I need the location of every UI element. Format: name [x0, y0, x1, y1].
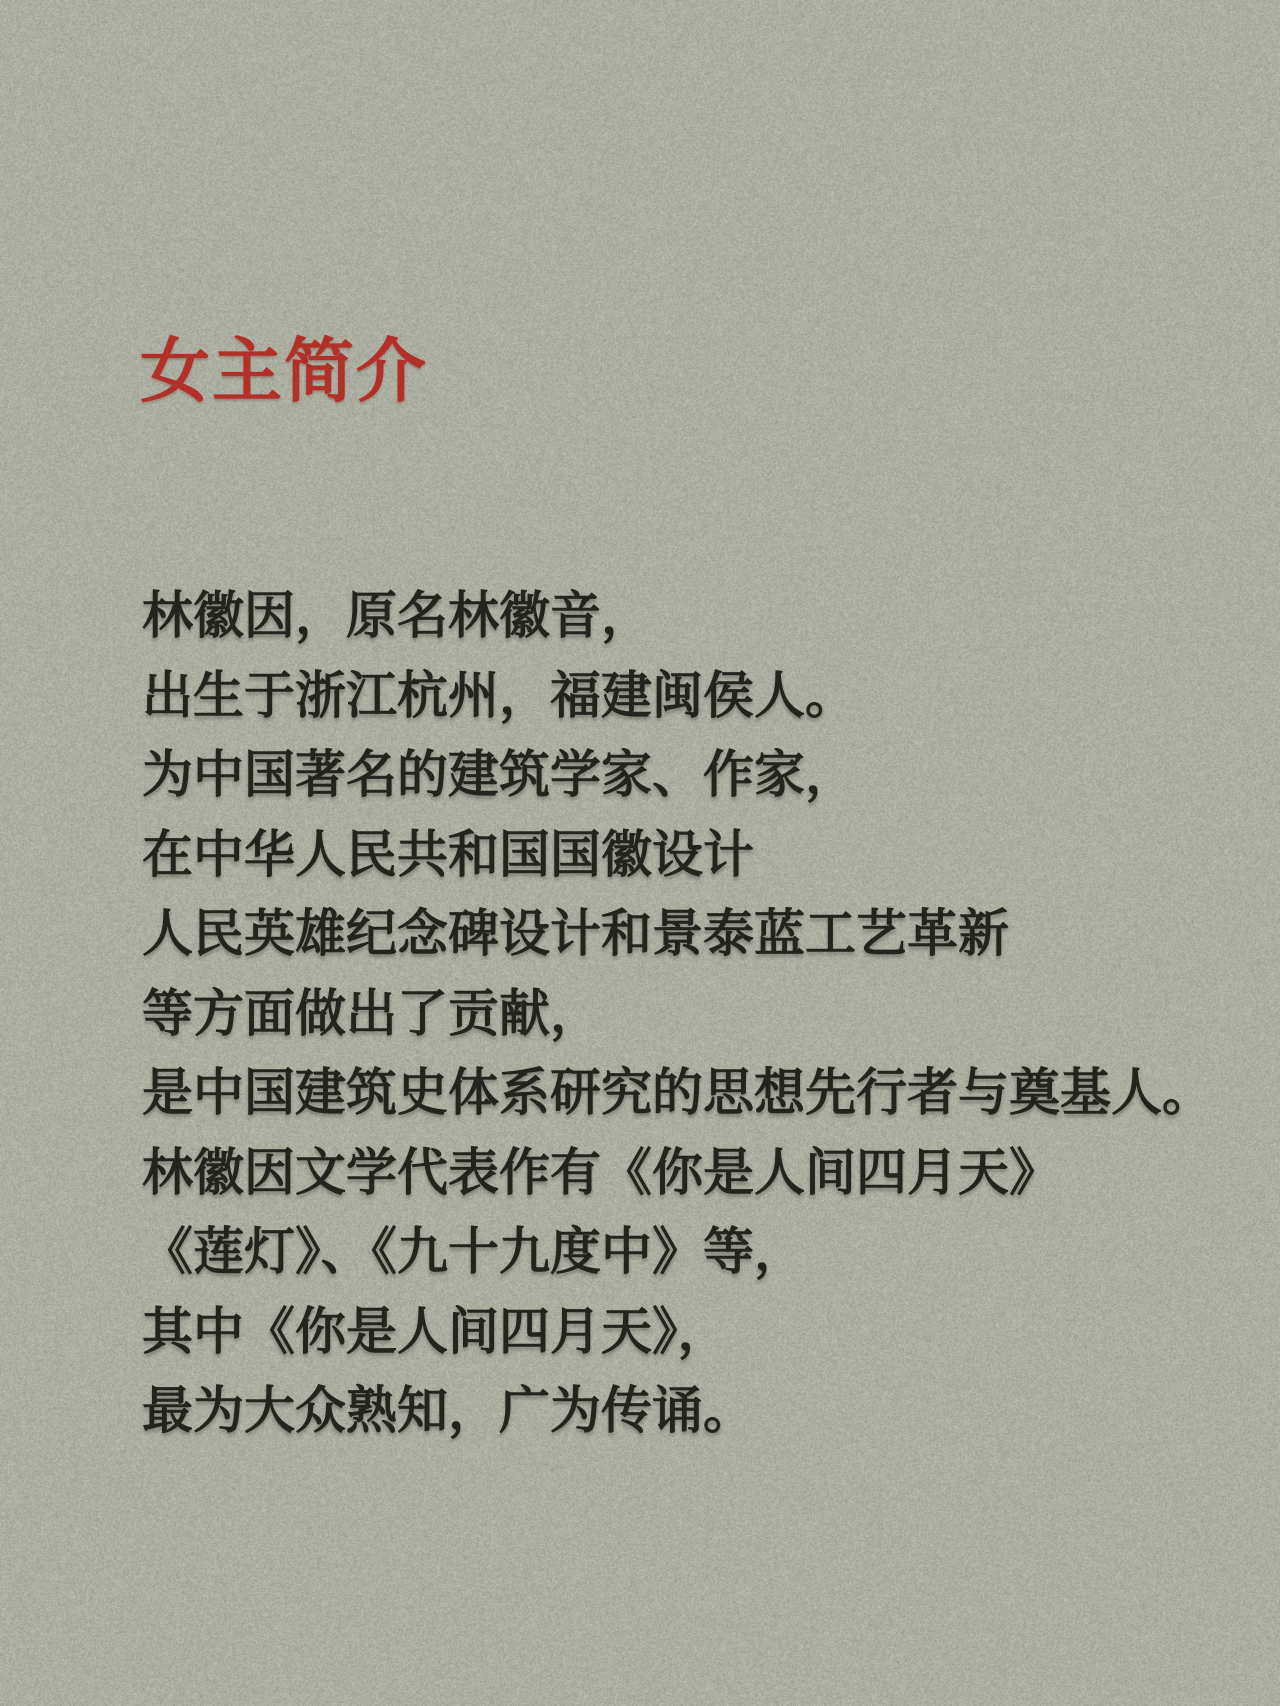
body-line: 林徽因，原名林徽音，: [142, 589, 653, 645]
body-line: 林徽因文学代表作有《你是人间四月天》: [142, 1145, 1061, 1202]
body-line: 人民英雄纪念碑设计和景泰蓝工艺革新: [142, 907, 1010, 963]
body-line: 出生于浙江杭州，福建闽侯人。: [142, 668, 857, 725]
biography-text-block: [142, 578, 1262, 1453]
body-line: 是中国建筑史体系研究的思想先行者与奠基人。: [142, 1066, 1214, 1122]
body-line: 为中国著名的建筑学家、作家，: [142, 748, 857, 804]
body-line: 在中华人民共和国国徽设计: [142, 827, 755, 884]
body-line: 等方面做出了贡献，: [142, 986, 602, 1043]
page-title: 女主简介: [140, 334, 428, 411]
body-line: 其中《你是人间四月天》，: [142, 1304, 729, 1361]
body-line: 最为大众熟知，广为传诵。: [142, 1384, 755, 1440]
body-line: 《莲灯》、《九十九度中》等，: [142, 1225, 806, 1281]
